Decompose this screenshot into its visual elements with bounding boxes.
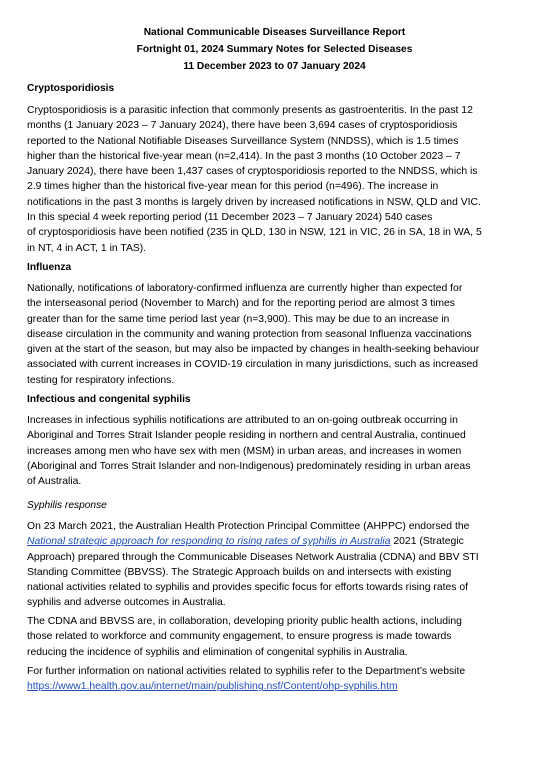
text-line: For further information on national activities related to syphilis refer to the Department’s website bbox=[27, 666, 466, 677]
text-line: reported to the National Notifiable Diseases Surveillance System (NNDSS), which is 1.5 times bbox=[27, 135, 459, 147]
report-date-range: 11 December 2023 to 07 January 2024 bbox=[183, 61, 366, 72]
text-line: associated with current increases in COVID-19 circulation in many jurisdictions, such as increased bbox=[27, 359, 479, 371]
syphilis-heading: Infectious and congenital syphilis bbox=[27, 394, 191, 405]
text-line: On 23 March 2021, the Australian Health Protection Principal Committee (AHPPC) endorsed the bbox=[27, 521, 470, 532]
text-line: Aboriginal and Torres Strait Islander people residing in northern and central Australia, continued bbox=[27, 430, 466, 442]
text-line: disease circulation in the community and waning protection from seasonal Influenza vaccinations bbox=[27, 328, 472, 340]
text-line: Standing Committee (BBVSS). The Strategic Approach builds on and intersects with existing bbox=[27, 566, 452, 578]
text-line: months (1 January 2023 – 7 January 2024), there have been 3,694 cases of cryptosporidiosis bbox=[27, 120, 458, 132]
syphilis-paragraph bbox=[27, 413, 521, 489]
text-line: syphilis and adverse outcomes in Australia. bbox=[27, 597, 226, 609]
crypto-paragraph bbox=[27, 103, 521, 256]
text-line: increases among men who have sex with men (MSM) in urban areas, and increases in women bbox=[27, 445, 462, 457]
text-line: greater than for the same time period last year (n=3,900). This may be due to an increase in bbox=[27, 313, 450, 325]
text-line: those related to workforce and community engagement, to ensure progress is made towards bbox=[27, 631, 452, 643]
text-line: January 2024), there have been 1,437 cases of cryptosporidiosis reported to the NNDSS, which is bbox=[27, 166, 478, 178]
influenza-heading: Influenza bbox=[27, 262, 72, 273]
text-line: of Australia. bbox=[27, 476, 82, 488]
text-line: national activities related to syphilis and provides specific focus for efforts towards rising rates of bbox=[27, 582, 469, 594]
text-line: (Aboriginal and Torres Strait Islander and non-Indigenous) predominately residing in urban areas bbox=[27, 460, 471, 472]
text-line: given at the start of the season, but may also be impacted by changes in health-seeking behaviour bbox=[27, 344, 480, 356]
department-website-link[interactable]: https://www1.health.gov.au/internet/main/publishing.nsf/Content/ohp-syphilis.htm bbox=[27, 681, 398, 693]
text-line-with-link bbox=[27, 534, 521, 549]
response-subheading: Syphilis response bbox=[27, 500, 107, 511]
strategic-approach-link[interactable]: National strategic approach for responding to rising rates of syphilis in Australia bbox=[27, 536, 391, 548]
link-trailing-text: 2021 (Strategic bbox=[390, 536, 464, 548]
text-line: notifications in the past 3 months is largely driven by increased notifications in NSW, QLD and VIC. bbox=[27, 196, 481, 208]
response-paragraph-1 bbox=[27, 519, 521, 611]
report-title: National Communicable Diseases Surveillance Report bbox=[143, 27, 406, 38]
report-subtitle: Fortnight 01, 2024 Summary Notes for Selected Diseases bbox=[136, 44, 413, 55]
text-line: The CDNA and BBVSS are, in collaboration, developing priority public health actions, including bbox=[27, 616, 462, 627]
text-line: in NT, 4 in ACT, 1 in TAS). bbox=[27, 242, 147, 254]
text-line: Nationally, notifications of laboratory-confirmed influenza are currently higher than expected for bbox=[27, 283, 463, 294]
response-paragraph-2 bbox=[27, 614, 521, 660]
text-line: the interseasonal period (November to March) and for the reporting period are almost 3 times bbox=[27, 298, 455, 310]
text-line: testing for respiratory infections. bbox=[27, 374, 175, 386]
text-line-with-link bbox=[27, 679, 521, 694]
influenza-paragraph bbox=[27, 281, 521, 388]
response-paragraph-3 bbox=[27, 664, 521, 695]
text-line: reducing the incidence of syphilis and elimination of congenital syphilis in Australia. bbox=[27, 646, 408, 658]
text-line: Approach) prepared through the Communicable Diseases Network Australia (CDNA) and BBV STI bbox=[27, 551, 479, 563]
text-line: In this special 4 week reporting period (11 December 2023 – 7 January 2024) 540 cases bbox=[27, 212, 433, 224]
text-line: 2.9 times higher than the historical five-year mean for this period (n=496). The increase in bbox=[27, 181, 439, 193]
text-line: Cryptosporidiosis is a parasitic infection that commonly presents as gastroenteritis. In the past 12 bbox=[27, 105, 473, 116]
text-line: higher than the historical five-year mean (n=2,414). In the past 3 months (10 October 2023 – 7 bbox=[27, 150, 461, 162]
text-line: of cryptosporidiosis have been notified (235 in QLD, 130 in NSW, 121 in VIC, 26 in SA, 18 in WA, 5 bbox=[27, 227, 482, 239]
crypto-heading: Cryptosporidiosis bbox=[27, 83, 115, 94]
text-line: Increases in infectious syphilis notifications are attributed to an on-going outbreak occurring in bbox=[27, 415, 458, 426]
